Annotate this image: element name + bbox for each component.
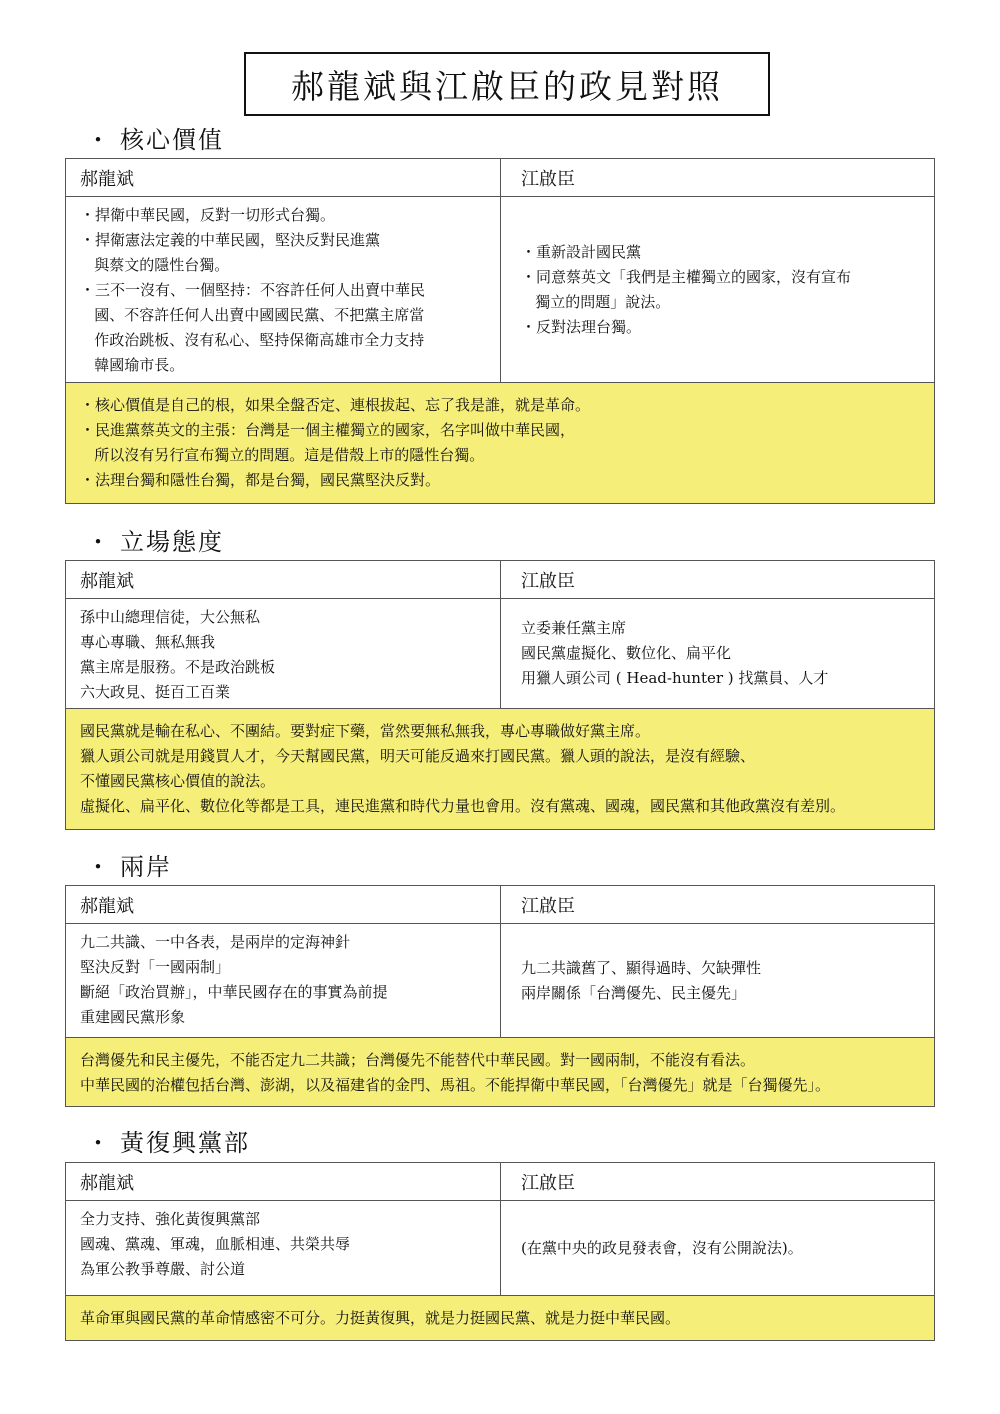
candidate-name-hao: 郝龍斌	[66, 1163, 501, 1200]
hao-positions: 九二共識、一中各表，是兩岸的定海神針 堅決反對「一國兩制」 斷絕「政治買辦」，中華民國存在的事實為前提 重建國民黨形象	[66, 924, 501, 1037]
table-header	[66, 561, 934, 599]
candidate-name-hao: 郝龍斌	[66, 561, 501, 598]
section-heading-stance: ・ 立場態度	[86, 528, 224, 556]
page-title: 郝龍斌與江啟臣的政見對照	[244, 52, 770, 116]
candidate-name-chiang: 江啟臣	[521, 168, 575, 190]
candidate-name-chiang: 江啟臣	[521, 570, 575, 592]
table-body	[66, 197, 934, 383]
table-body	[66, 599, 934, 709]
table-header	[66, 886, 934, 924]
candidate-name-chiang: 江啟臣	[521, 895, 575, 917]
chiang-positions: (在黨中央的政見發表會，沒有公開說法)。	[521, 1238, 803, 1257]
candidate-name-hao: 郝龍斌	[66, 886, 501, 923]
comparison-table-stance	[65, 560, 935, 830]
chiang-positions: ・重新設計國民黨 ・同意蔡英文「我們是主權獨立的國家，沒有宣布 獨立的問題」說法。 ・反對法理台獨。	[521, 242, 852, 336]
table-header	[66, 159, 934, 197]
comparison-table-core-values	[65, 158, 935, 504]
commentary-note: ・核心價值是自己的根，如果全盤否定、連根拔起、忘了我是誰，就是革命。 ・民進黨蔡英文的主張：台灣是一個主權獨立的國家，名字叫做中華民國， 所以沒有另行宣布獨立的問題。這是借殼上市的隱性台獨。 ・法理台獨和隱性台獨，都是台獨，國民黨堅決反對。	[66, 383, 934, 503]
chiang-positions: 立委兼任黨主席 國民黨虛擬化、數位化、扁平化 用獵人頭公司 ( Head-hunter ) 找黨員、人才	[521, 619, 829, 687]
section-heading-huang-fu-hsing: ・ 黃復興黨部	[86, 1129, 250, 1157]
commentary-note: 國民黨就是輸在私心、不團結。要對症下藥，當然要無私無我，專心專職做好黨主席。 獵人頭公司就是用錢買人才，今天幫國民黨，明天可能反過來打國民黨。獵人頭的說法，是沒有經驗、 不懂國民黨核心價值的說法。 虛擬化、扁平化、數位化等都是工具，連民進黨和時代力量也會用。沒有黨魂、國魂，國民黨和其他政黨沒有差別。	[66, 709, 934, 829]
candidate-name-hao: 郝龍斌	[66, 159, 501, 196]
hao-positions: 全力支持、強化黃復興黨部 國魂、黨魂、軍魂，血脈相連、共榮共辱 為軍公教爭尊嚴、討公道	[66, 1201, 501, 1295]
commentary-note: 台灣優先和民主優先，不能否定九二共識；台灣優先不能替代中華民國。對一國兩制，不能沒有看法。 中華民國的治權包括台灣、澎湖，以及福建省的金門、馬祖。不能捍衛中華民國，「台灣優先」就是「台獨優先」。	[66, 1038, 934, 1106]
candidate-name-chiang: 江啟臣	[521, 1172, 575, 1194]
bullet: ・	[86, 126, 112, 154]
hao-positions: ・捍衛中華民國，反對一切形式台獨。 ・捍衛憲法定義的中華民國，堅決反對民進黨 與蔡文的隱性台獨。 ・三不一沒有、一個堅持：不容許任何人出賣中華民 國、不容許任何人出賣中國國民黨、不把黨主席當 作政治跳板、沒有私心、堅持保衛高雄市全力支持 韓國瑜市長。	[66, 197, 501, 382]
commentary-note: 革命軍與國民黨的革命情感密不可分。力挺黃復興，就是力挺國民黨、就是力挺中華民國。	[66, 1296, 934, 1340]
comparison-table-cross-strait	[65, 885, 935, 1107]
hao-positions: 孫中山總理信徒，大公無私 專心專職、無私無我 黨主席是服務。不是政治跳板 六大政見、挺百工百業	[66, 599, 501, 708]
chiang-positions: 九二共識舊了、顯得過時、欠缺彈性 兩岸關係「台灣優先、民主優先」	[521, 958, 762, 1002]
table-header	[66, 1163, 934, 1201]
comparison-table-huang-fu-hsing	[65, 1162, 935, 1341]
section-heading-cross-strait: ・ 兩岸	[86, 853, 172, 881]
table-body	[66, 924, 934, 1038]
section-heading-core-values: ・ 核心價值	[86, 126, 224, 154]
table-body	[66, 1201, 934, 1296]
